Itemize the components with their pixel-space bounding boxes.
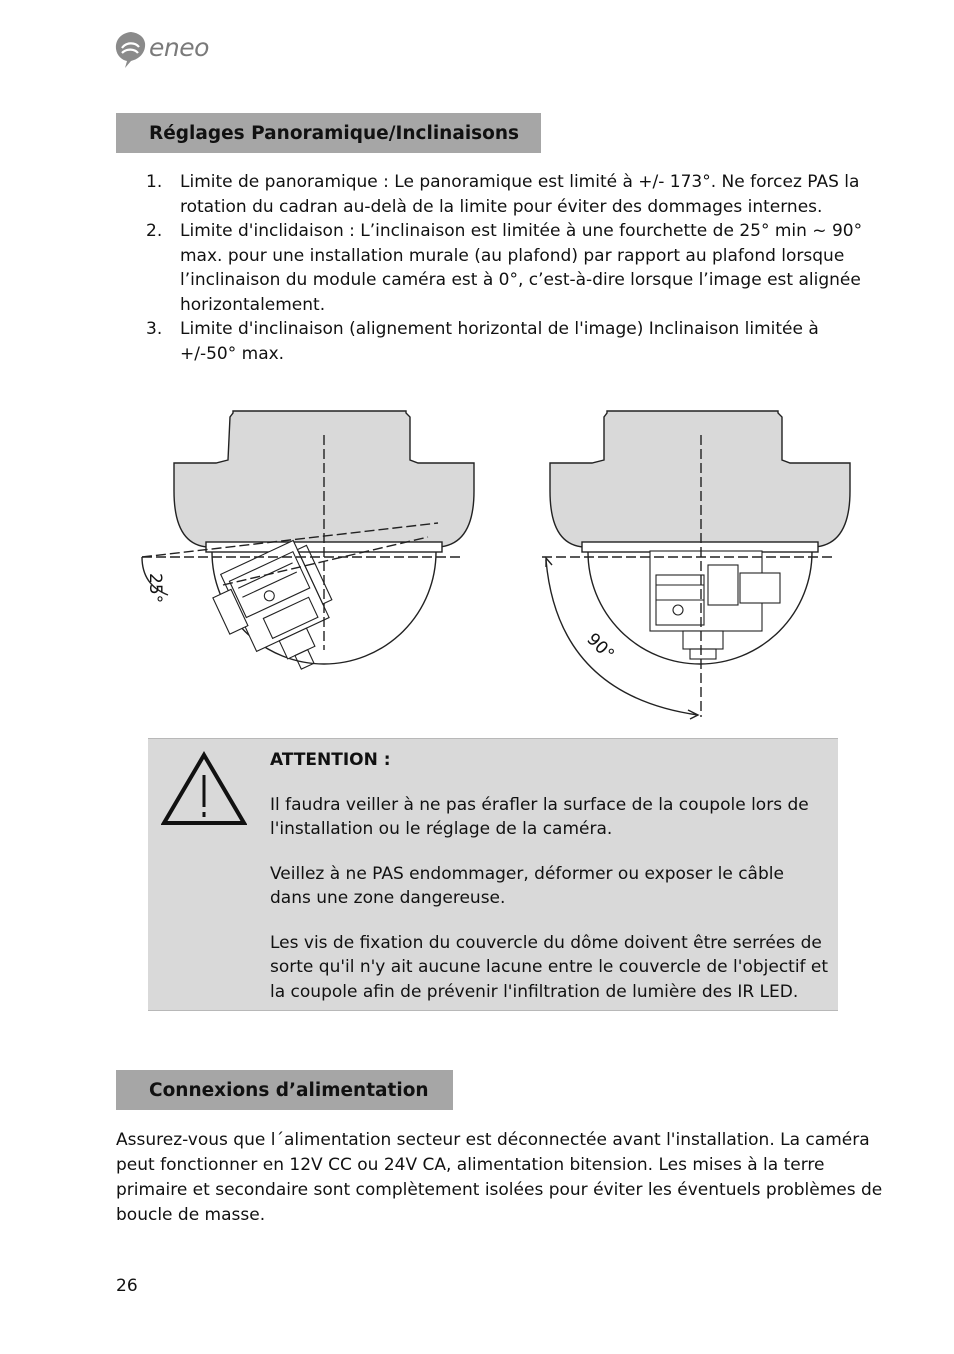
warning-box [148,738,838,1011]
list-item [116,170,876,219]
right-dome-housing [550,411,850,547]
warning-paragraph: Il faudra veiller à ne pas érafler la surface de la coupole lors de l'installation ou le réglage de la caméra. [270,794,809,839]
eneo-logo-icon [113,30,149,70]
step-text: Limite d'inclinaison (alignement horizontal de l'image) Inclinaison limitée à +/-50° max. [180,319,819,364]
steps-list [116,170,876,366]
page-number: 26 [116,1276,138,1296]
tilt-limit-diagram [128,405,858,725]
warning-paragraph: Veillez à ne PAS endommager, déformer ou exposer le câble dans une zone dangereuse. [270,863,784,908]
warning-triangle-icon [161,751,247,827]
warning-title: ATTENTION : [270,750,391,770]
list-item [116,219,876,317]
step-text: Limite d'inclidaison : L’inclinaison est limitée à une fourchette de 25° min ~ 90° max. pour une installation murale (au plafond) par rapport au plafond lorsque l’inclinaison du module caméra est à 0°, c’est-à-dire lorsque l’image est alignée horizontalement. [180,221,863,315]
step-number: 1. [146,172,163,192]
angle-label-90: 90° [582,629,618,665]
warning-content [270,748,830,1024]
angle-label-25: 25° [145,573,165,604]
step-text: Limite de panoramique : Le panoramique est limité à +/- 173°. Ne forcez PAS la rotation du cadran au-delà de la limite pour éviter des dommages internes. [180,172,860,217]
section-title-power: Connexions d’alimentation [116,1070,453,1110]
section-title-pan-tilt: Réglages Panoramique/Inclinaisons [116,113,541,153]
warning-paragraph: Les vis de fixation du couvercle du dôme doivent être serrées de sorte qu'il n'y ait aucune lacune entre le couvercle de l'objectif et la coupole afin de prévenir l'infiltration de lumière des IR LED. [270,932,829,1002]
list-item [116,317,876,366]
step-number: 2. [146,221,163,241]
logo-text: eneo [149,33,209,62]
tilt-limit-drawing [128,405,858,725]
power-paragraph: Assurez-vous que l´alimentation secteur est déconnectée avant l'installation. La caméra peut fonctionner en 12V CC ou 24V CA, alimentation bitension. Les mises à la terre primaire et secondaire sont complètement isolées pour éviter les éventuels problèmes de boucle de masse. [116,1130,883,1225]
eneo-logo [113,30,223,72]
step-number: 3. [146,319,163,339]
